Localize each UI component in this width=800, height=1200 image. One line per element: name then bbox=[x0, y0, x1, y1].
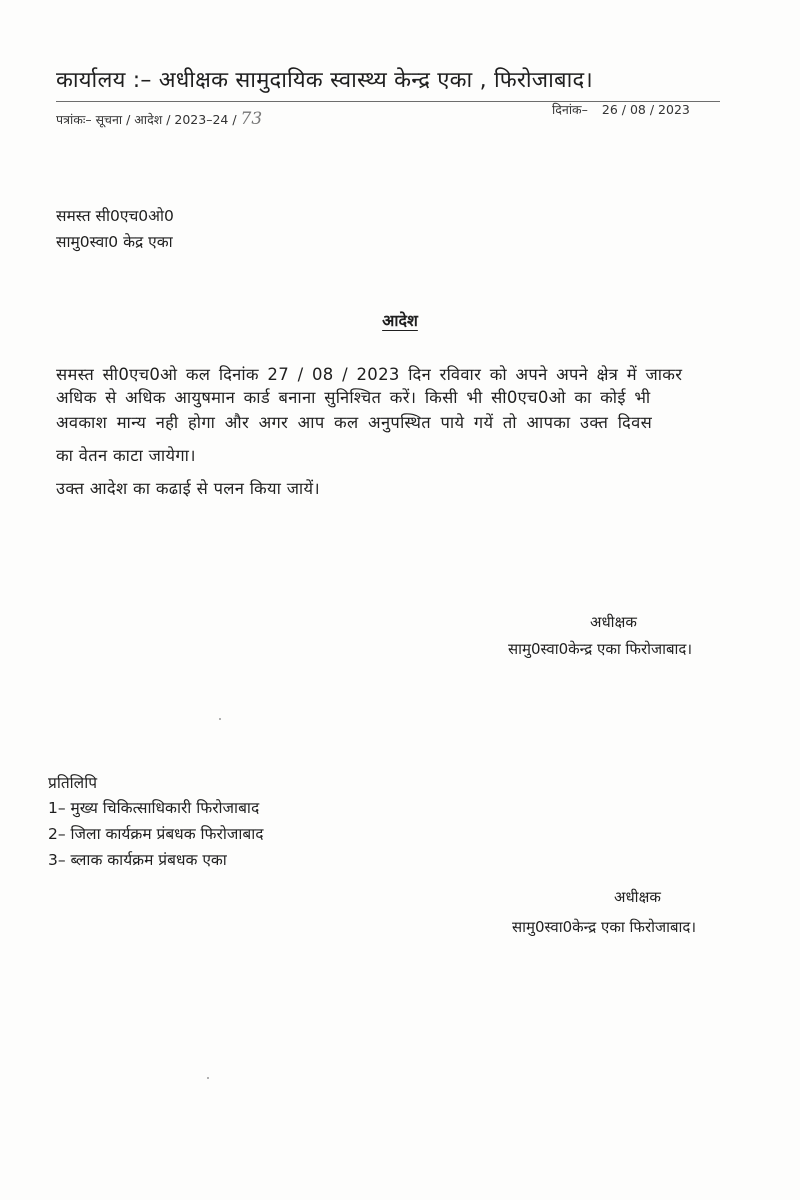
signatory-title: अधीक्षक bbox=[614, 888, 661, 906]
order-body-line: अधिक से अधिक आयुषमान कार्ड बनाना सुनिश्चित करें। किसी भी सी0एच0ओ का कोई भी bbox=[56, 388, 651, 407]
reference-text: पत्रांकः– सूचना / आदेश / 2023–24 / bbox=[56, 112, 237, 127]
order-body-line: अवकाश मान्य नही होगा और अगर आप कल अनुपस्थित पाये गयें तो आपका उक्त दिवस bbox=[56, 413, 653, 432]
reference-number-line bbox=[56, 110, 262, 129]
copy-to-item: 3– ब्लाक कार्यक्रम प्रंबधक एका bbox=[48, 851, 227, 869]
addressee-line-2: सामु0स्वा0 केद्र एका bbox=[56, 233, 173, 251]
order-body-line: उक्त आदेश का कढाई से पलन किया जायें। bbox=[56, 479, 320, 498]
addressee-line-1: समस्त सी0एच0ओ0 bbox=[56, 207, 174, 225]
copy-to-item: 1– मुख्य चिकित्साधिकारी फिरोजाबाद bbox=[48, 799, 260, 817]
date-line bbox=[552, 101, 690, 119]
signatory-office: सामु0स्वा0केन्द्र एका फिरोजाबाद। bbox=[508, 640, 693, 658]
order-heading: आदेश bbox=[382, 311, 418, 330]
order-body-line: समस्त सी0एच0ओ कल दिनांक 27 / 08 / 2023 दिन रविवार को अपने अपने क्षेत्र में जाकर bbox=[56, 365, 683, 384]
signatory-title: अधीक्षक bbox=[590, 613, 637, 631]
handwritten-reference-number: 73 bbox=[240, 109, 263, 129]
signatory-office: सामु0स्वा0केन्द्र एका फिरोजाबाद। bbox=[512, 918, 697, 936]
scan-speck bbox=[219, 718, 221, 720]
date-label: दिनांक– bbox=[552, 102, 588, 117]
office-title: कार्यालय :– अधीक्षक सामुदायिक स्वास्थ्य केन्द्र एका , फिरोजाबाद। bbox=[56, 68, 593, 93]
scan-speck bbox=[207, 1077, 209, 1079]
order-body-line: का वेतन काटा जायेगा। bbox=[56, 446, 196, 465]
date-value: 26 / 08 / 2023 bbox=[601, 102, 690, 117]
copy-to-item: 2– जिला कार्यक्रम प्रंबधक फिरोजाबाद bbox=[48, 825, 264, 843]
copy-to-heading: प्रतिलिपि bbox=[48, 774, 98, 792]
